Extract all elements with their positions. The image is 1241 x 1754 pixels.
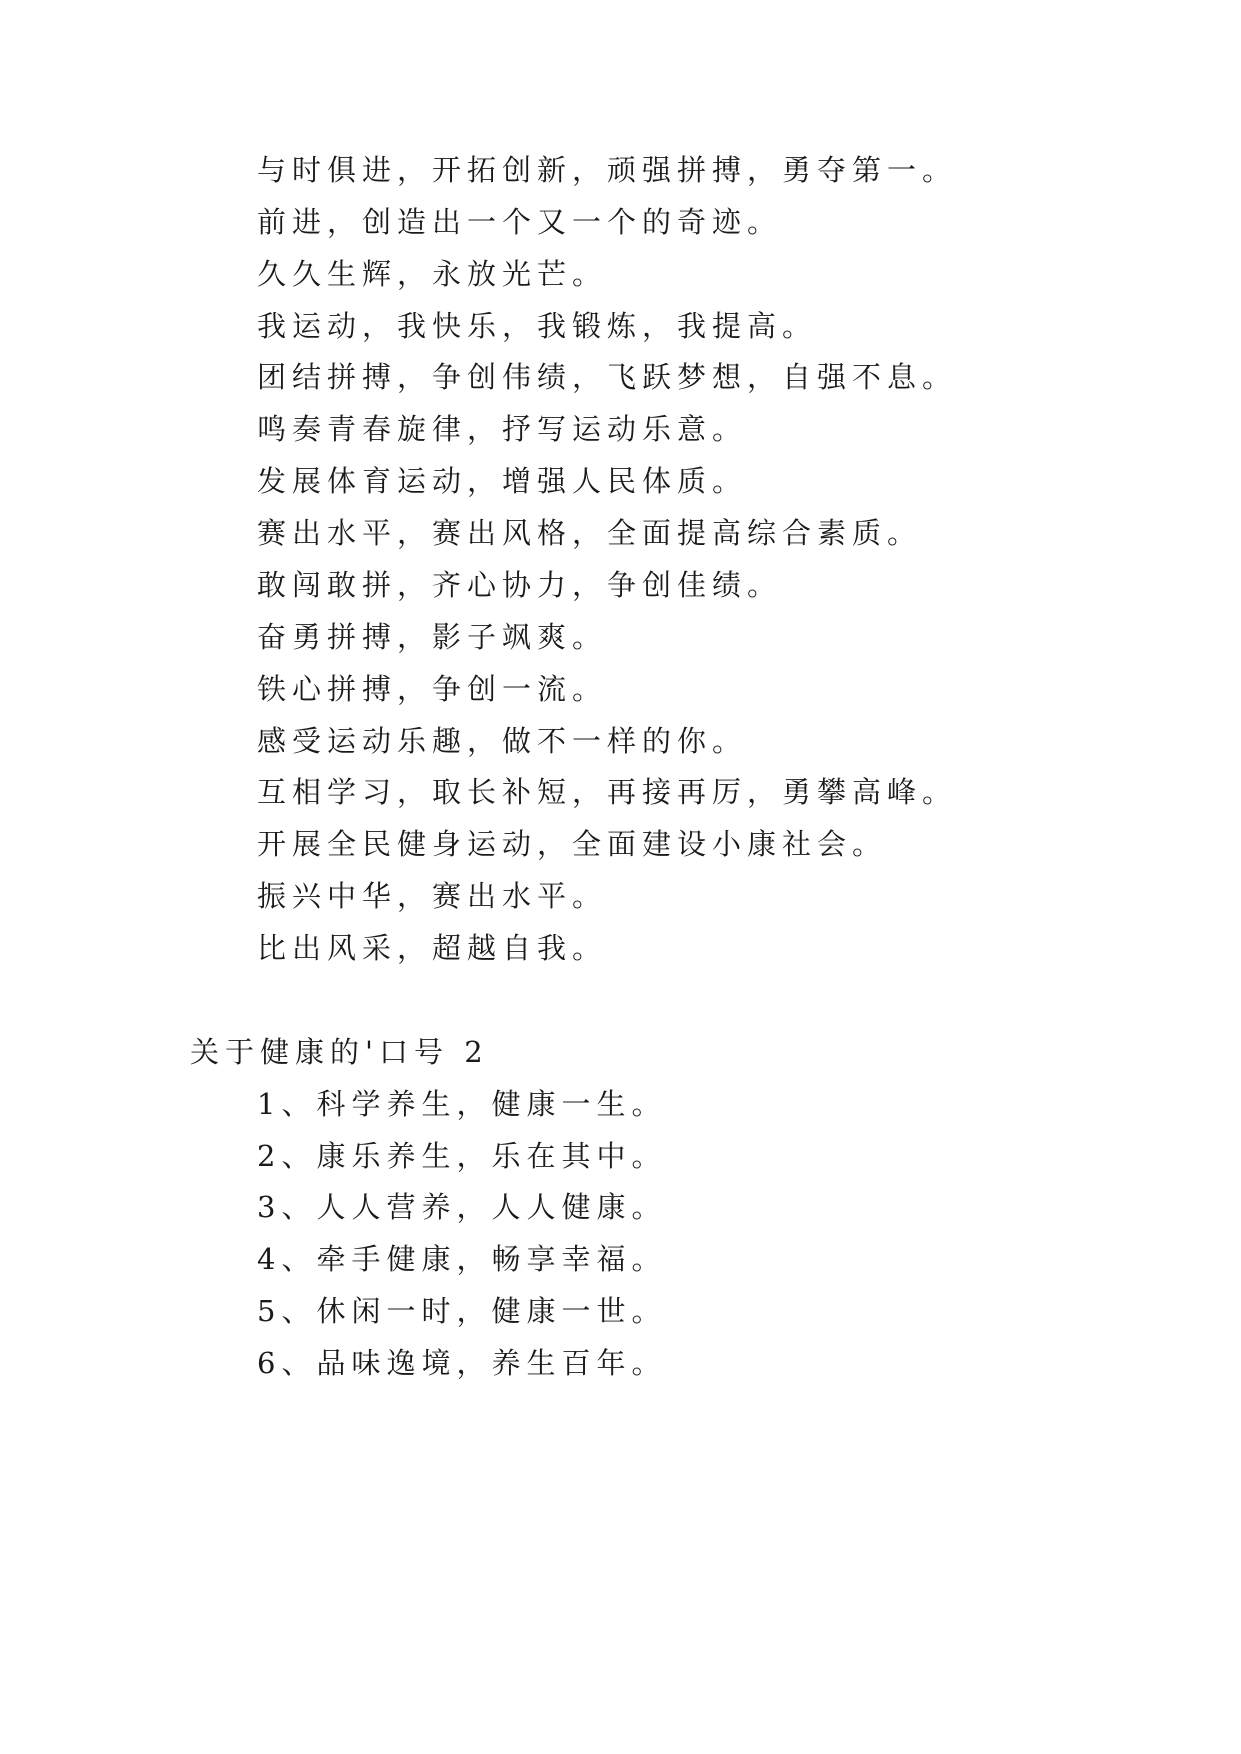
slogan-line: 赛出水平，赛出风格，全面提高综合素质。	[257, 516, 923, 550]
health-slogan-item: 4、牵手健康，畅享幸福。	[257, 1242, 667, 1276]
health-slogan-item: 3、人人营养，人人健康。	[257, 1190, 667, 1224]
slogan-line: 奋勇拼搏，影子飒爽。	[257, 620, 608, 654]
section-heading: 关于健康的'口号 2	[190, 1035, 489, 1069]
slogan-line: 感受运动乐趣，做不一样的你。	[257, 724, 748, 758]
slogan-line: 敢闯敢拼，齐心协力，争创佳绩。	[257, 568, 783, 602]
slogan-line: 鸣奏青春旋律，抒写运动乐意。	[257, 412, 748, 446]
slogan-line: 与时俱进，开拓创新，顽强拼搏，勇夺第一。	[257, 153, 958, 187]
slogan-line: 我运动，我快乐，我锻炼，我提高。	[257, 309, 818, 343]
slogan-line: 发展体育运动，增强人民体质。	[257, 464, 748, 498]
slogan-line: 久久生辉，永放光芒。	[257, 257, 608, 291]
health-slogan-item: 2、康乐养生，乐在其中。	[257, 1139, 667, 1173]
health-slogan-item: 6、品味逸境，养生百年。	[257, 1346, 667, 1380]
slogan-line: 比出风采，超越自我。	[257, 931, 608, 965]
slogan-line: 前进，创造出一个又一个的奇迹。	[257, 205, 783, 239]
slogan-line: 开展全民健身运动，全面建设小康社会。	[257, 827, 888, 861]
slogan-line: 团结拼搏，争创伟绩，飞跃梦想，自强不息。	[257, 360, 958, 394]
slogan-line: 铁心拼搏，争创一流。	[257, 672, 608, 706]
slogan-line: 互相学习，取长补短，再接再厉，勇攀高峰。	[257, 775, 958, 809]
health-slogan-item: 5、休闲一时，健康一世。	[257, 1294, 667, 1328]
health-slogan-item: 1、科学养生，健康一生。	[257, 1087, 667, 1121]
slogan-line: 振兴中华，赛出水平。	[257, 879, 608, 913]
